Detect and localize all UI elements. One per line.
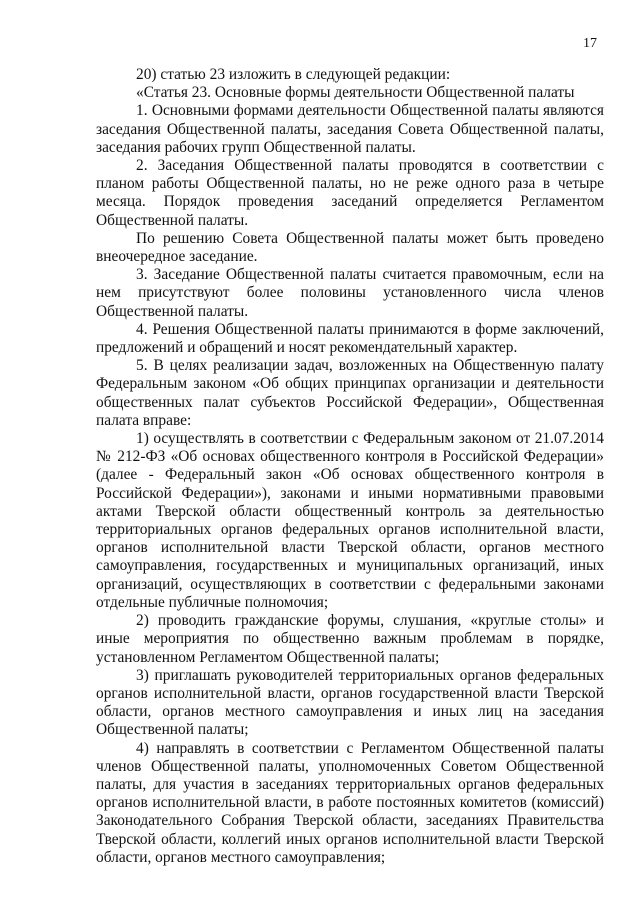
paragraph-item-2: 2. Заседания Общественной палаты проводятся в соответствии с планом работы Общественной палаты, но не реже одного раза в четыре месяца. Порядок проведения заседаний определяется Регламентом Общественной палаты. (96, 157, 604, 229)
paragraph-subitem-4: 4) направлять в соответствии с Регламентом Общественной палаты членов Общественной палаты, уполномоченных Советом Общественной палаты, для участия в заседаниях территориальных органов федеральных органов исполнительной власти, в работе постоянных комитетов (комиссий) Законодательного Собрания Тверской области, заседаниях Правительства Тверской области, коллегий иных органов исполнительной власти Тверской области, органов местного самоуправления; (96, 739, 604, 866)
paragraph-item-3: 3. Заседание Общественной палаты считается правомочным, если на нем присутствуют более половины установленного числа членов Общественной палаты. (96, 266, 604, 320)
paragraph-subitem-1: 1) осуществлять в соответствии с Федеральным законом от 21.07.2014 № 212-ФЗ «Об основах общественного контроля в Российской Федерации» (далее - Федеральный закон «Об основах общественного контроля в Российской Федерации»), законами и иными нормативными правовыми актами Тверской области общественный контроль за деятельностью территориальных органов федеральных органов исполнительной власти, органов исполнительной власти Тверской области, органов местного самоуправления, государственных и муниципальных организаций, иных организаций, осуществляющих в соответствии с федеральными законами отдельные публичные полномочия; (96, 430, 604, 611)
paragraph-subitem-2: 2) проводить гражданские форумы, слушания, «круглые столы» и иные мероприятия по общественно важным проблемам в порядке, установленном Регламентом Общественной палаты; (96, 612, 604, 666)
paragraph-subitem-3: 3) приглашать руководителей территориальных органов федеральных органов исполнительной власти, органов государственной власти Тверской области, органов местного самоуправления и иных лиц на заседания Общественной палаты; (96, 666, 604, 739)
paragraph-amendment-intro: 20) статью 23 изложить в следующей редакции: (136, 66, 451, 83)
paragraph-item-1: 1. Основными формами деятельности Общественной палаты являются заседания Общественной палаты, заседания Совета Общественной палаты, заседания рабочих групп Общественной палаты. (96, 102, 604, 156)
paragraph-article-heading: «Статья 23. Основные формы деятельности Общественной палаты (136, 84, 575, 102)
document-body (96, 66, 604, 867)
page-number: 17 (583, 36, 597, 51)
paragraph-extraordinary-session: По решению Совета Общественной палаты может быть проведено внеочередное заседание. (96, 229, 604, 266)
paragraph-item-4: 4. Решения Общественной палаты принимаются в форме заключений, предложений и обращений и носят рекомендательный характер. (96, 320, 604, 357)
paragraph-item-5: 5. В целях реализации задач, возложенных на Общественную палату Федеральным законом «Об общих принципах организации и деятельности общественных палат субъектов Российской Федерации», Общественная палата вправе: (96, 357, 604, 429)
